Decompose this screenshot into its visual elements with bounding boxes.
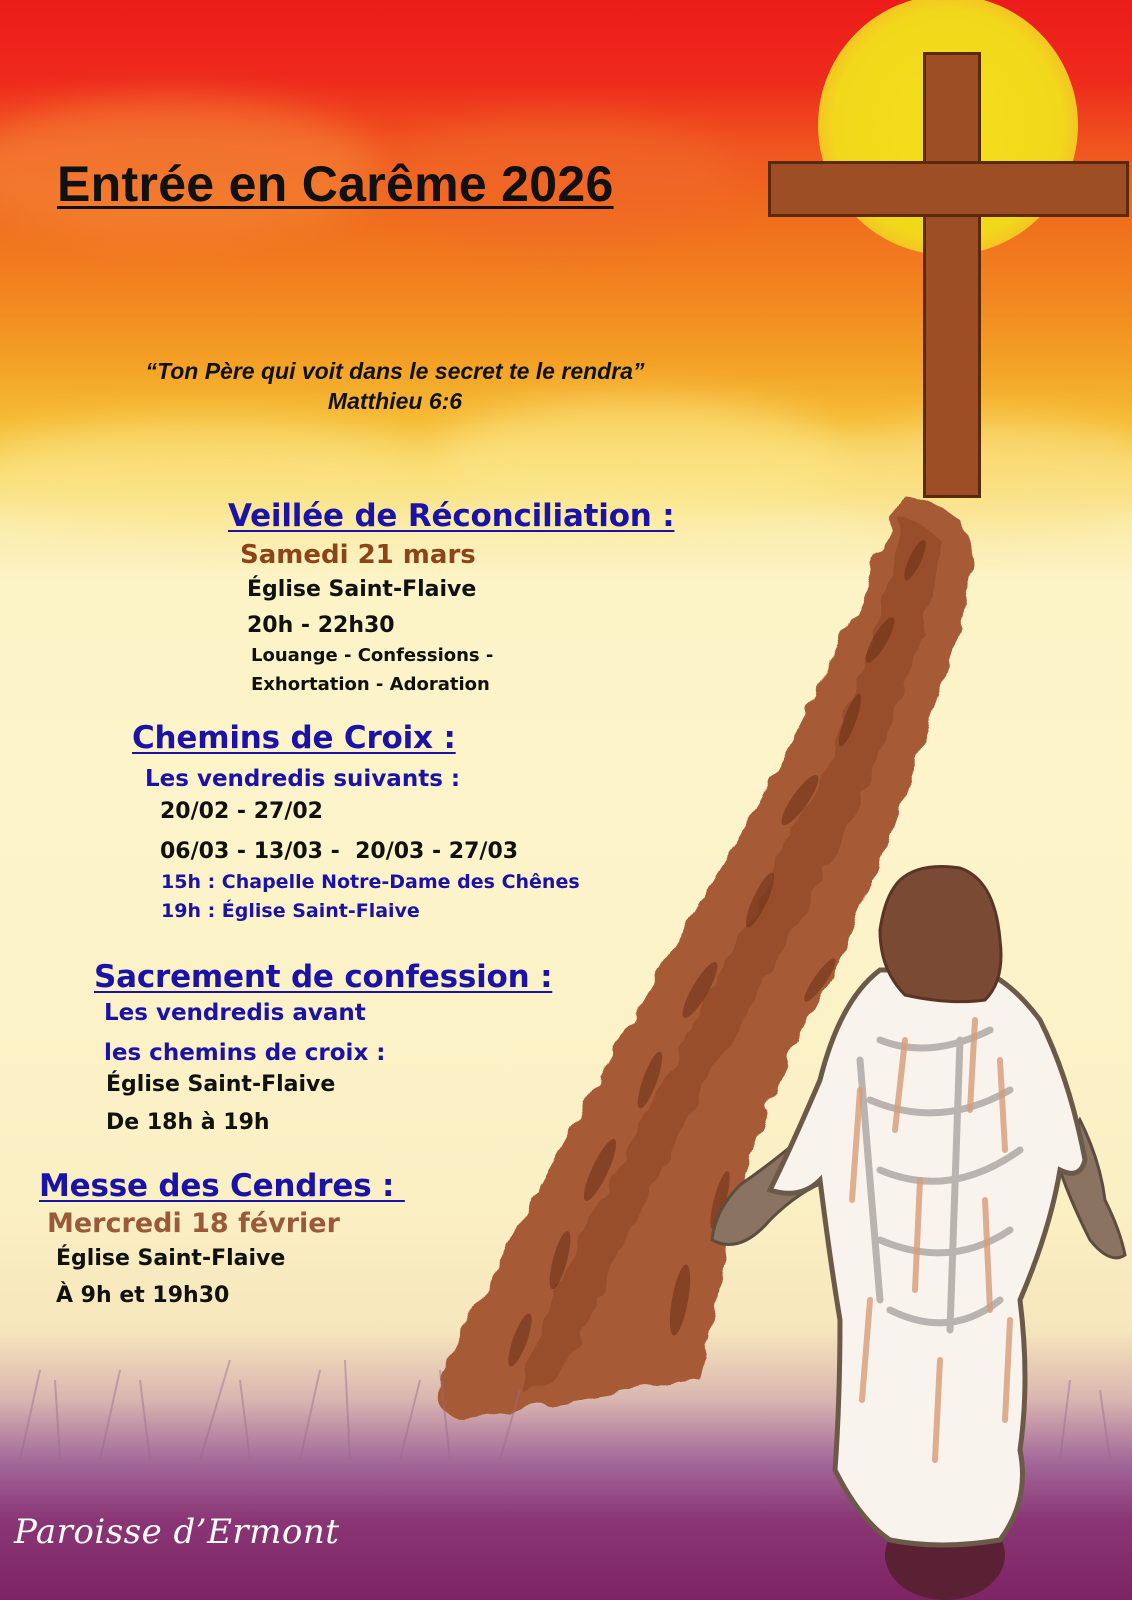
poster-title: Entrée en Carême 2026: [57, 156, 614, 212]
chemins-time: 19h : Église Saint-Flaive: [161, 900, 420, 922]
confession-time: De 18h à 19h: [106, 1110, 270, 1135]
bible-quote: “Ton Père qui voit dans le secret te le rendra”: [145, 358, 645, 384]
parish-signature: Paroisse d’Ermont: [14, 1512, 340, 1552]
veillee-place: Église Saint-Flaive: [247, 577, 477, 602]
section-heading-veillee: Veillée de Réconciliation :: [228, 498, 675, 534]
confession-place: Église Saint-Flaive: [106, 1072, 336, 1097]
veillee-date: Samedi 21 mars: [240, 540, 476, 570]
veillee-time: 20h - 22h30: [247, 613, 395, 638]
cendres-place: Église Saint-Flaive: [56, 1246, 286, 1271]
confession-subheading: les chemins de croix :: [104, 1040, 386, 1066]
section-heading-chemins: Chemins de Croix :: [132, 720, 456, 756]
veillee-detail: Louange - Confessions -: [251, 645, 494, 666]
bible-reference: Matthieu 6:6: [327, 388, 463, 414]
cendres-date: Mercredi 18 février: [47, 1208, 340, 1239]
section-heading-confession: Sacrement de confession :: [94, 959, 553, 995]
veillee-detail: Exhortation - Adoration: [251, 674, 490, 695]
chemins-dates: 20/02 - 27/02: [160, 799, 323, 824]
chemins-time: 15h : Chapelle Notre-Dame des Chênes: [161, 871, 580, 893]
chemins-dates: 06/03 - 13/03 - 20/03 - 27/03: [160, 839, 519, 864]
confession-subheading: Les vendredis avant: [104, 1000, 366, 1026]
section-heading-cendres: Messe des Cendres :: [39, 1168, 405, 1204]
cendres-time: À 9h et 19h30: [56, 1283, 230, 1308]
chemins-subheading: Les vendredis suivants :: [145, 766, 461, 792]
